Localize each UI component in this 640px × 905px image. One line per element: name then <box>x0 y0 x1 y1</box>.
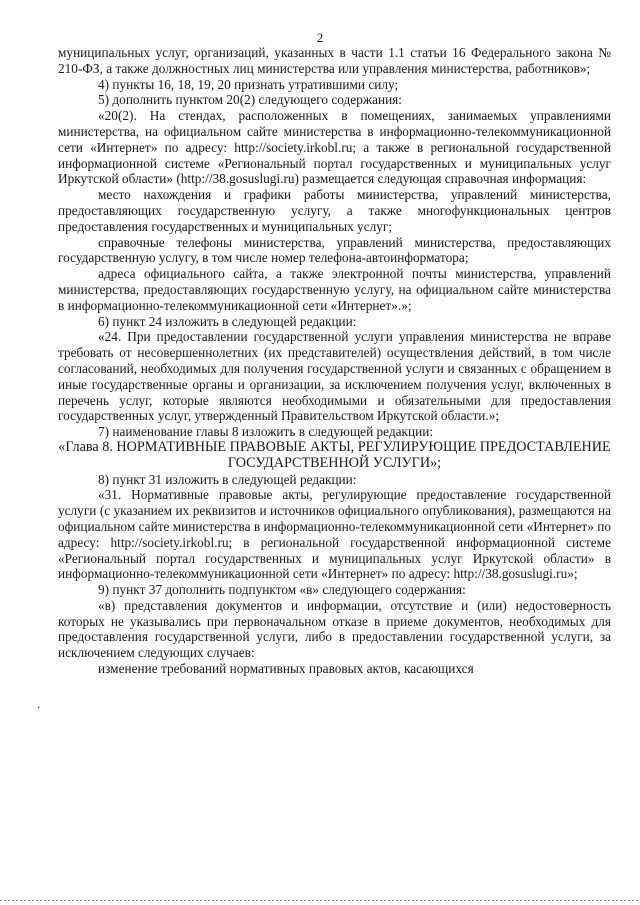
margin-mark: . <box>37 696 41 711</box>
paragraph: изменение требований нормативных правовых актов, касающихся <box>98 661 474 677</box>
paragraph: муниципальных услуг, организаций, указанных в части 1.1 статьи 16 Федерального закона № 210-ФЗ, а также должностных лиц министерства или управления министерства, работников»; <box>58 45 611 76</box>
paragraph: 9) пункт 37 дополнить подпунктом «в» следующего содержания: <box>98 582 466 598</box>
paragraph: 7) наименование главы 8 изложить в следующей редакции: <box>98 424 434 440</box>
paragraph: 4) пункты 16, 18, 19, 20 признать утратившими силу; <box>98 76 399 92</box>
document-body <box>58 45 611 677</box>
chapter-heading: «Глава 8. НОРМАТИВНЫЕ ПРАВОВЫЕ АКТЫ, РЕГУЛИРУЮЩИЕ ПРЕДОСТАВЛЕНИЕ ГОСУДАРСТВЕННОЙ УСЛУГИ»; <box>58 438 611 471</box>
paragraph: «в) представления документов и информации, отсутствие и (или) недостоверность которых не указывались при первоначальном отказе в приеме документов, необходимых для предоставления государственной услуги, либо в предоставлении государственной услуги, за исключением следующих случаев: <box>58 597 611 661</box>
paragraph: адреса официального сайта, а также электронной почты министерства, управлений министерства, предоставляющих государственную услугу, на официальном сайте министерства в информационно-телекоммуникационной сети «Интернет».»; <box>58 266 611 313</box>
scan-edge <box>0 900 640 901</box>
paragraph: справочные телефоны министерства, управлений министерства, предоставляющих государственную услугу, в том числе номер телефона-автоинформатора; <box>58 234 611 266</box>
paragraph: 6) пункт 24 изложить в следующей редакции: <box>98 313 357 329</box>
paragraph: «20(2). На стендах, расположенных в помещениях, занимаемых управлениями министерства, на официальном сайте министерства в информационно-телекоммуникационной сети «Интернет» по адресу: http://society.irkobl.ru; а также в региональной государственной информационной системе «Региональный портал государственных и муниципальных услуг Иркутской области» (http://38.gosuslugi.ru) размещается следующая справочная информация: <box>58 108 611 187</box>
page-number: 2 <box>316 30 324 45</box>
paragraph: место нахождения и графики работы министерства, управлений министерства, предоставляющих государственную услугу, а также многофункциональных центров предоставления государственных и муниципальных услуг; <box>58 187 611 234</box>
paragraph: 5) дополнить пунктом 20(2) следующего содержания: <box>98 92 402 108</box>
paragraph: 8) пункт 31 изложить в следующей редакции: <box>98 471 357 487</box>
paragraph: «31. Нормативные правовые акты, регулирующие предоставление государственной услуги (с указанием их реквизитов и источников официального опубликования), размещаются на официальном сайте министерства в информационно-телекоммуникационной сети «Интернет» по адресу: http://society.irkobl.ru; в региональной государственной информационной системе «Региональный портал государственных и муниципальных услуг Иркутской области» в информационно-телекоммуникационной сети «Интернет» по адресу: http://38.gosuslugi.ru»; <box>58 487 611 582</box>
paragraph: «24. При предоставлении государственной услуги управления министерства не вправе требовать от несовершеннолетних (их представителей) осуществления действий, в том числе согласований, необходимых для получения государственной услуги и связанных с обращением в иные государственные органы и организации, за исключением получения услуг, включенных в перечень услуг, которые являются необходимыми и обязательными для предоставления государственных услуг, утвержденный Правительством Иркутской области.»; <box>58 329 611 424</box>
